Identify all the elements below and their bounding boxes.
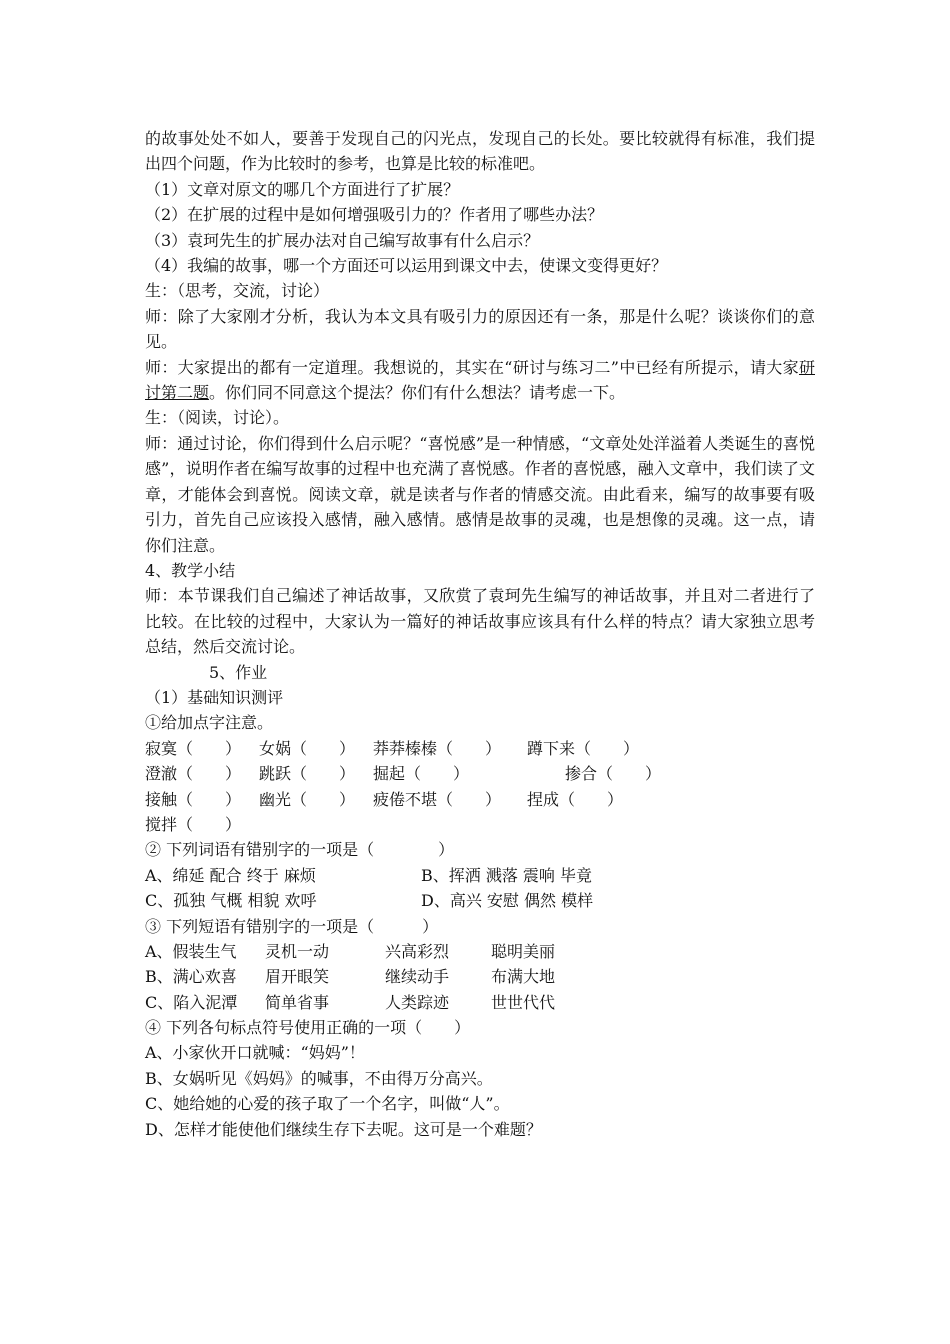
option-text: B、女娲听见《妈妈》的喊事，不由得万分高兴。 [145,1068,493,1088]
option-text: A、小家伙开口就喊：“妈妈”！ [145,1043,365,1063]
exercise-2-row-1 [145,863,815,888]
teacher-line-1: 师：除了大家刚才分析，我认为本文具有吸引力的原因还有一条，那是什么呢？谈谈你们的意见。 [145,306,815,352]
exercise-3-title: ③ 下列短语有错别字的一项是（ ） [145,916,439,936]
pinyin-item: 捏成（ ） [527,789,624,809]
question-1: （1）文章对原文的哪几个方面进行了扩展？ [145,179,460,199]
teacher-line-4: 师：本节课我们自己编述了神话故事，又欣赏了袁珂先生编写的神话故事，并且对二者进行了比较。在比较的过程中，大家认为一篇好的神话故事应该具有什么样的特点？请大家独立思考总结，然后交流讨论。 [145,586,815,657]
teacher-line-2-a: 师：大家提出的都有一定道理。我想说的，其实在“研讨与练习二”中已经有所提示，请大家 [145,357,799,377]
document-body [145,126,815,1142]
question-2: （2）在扩展的过程中是如何增强吸引力的？作者用了哪些办法？ [145,205,604,225]
pinyin-item: 寂寞（ ） [145,738,242,758]
option-text: 世世代代 [491,992,556,1012]
pinyin-item: 女娲（ ） [259,738,356,758]
exercise-2-title: ② 下列词语有错别字的一项是（ ） [145,840,455,860]
option-text: 聪明美丽 [491,941,556,961]
teacher-line-2 [145,355,815,406]
homework-heading: （1）基础知识测评 [145,687,284,707]
option-text: 灵机一动 [265,941,330,961]
pinyin-item: 蹲下来（ ） [527,738,640,758]
option-text: D、怎样才能使他们继续生存下去呢。这可是一个难题？ [145,1119,542,1139]
question-4: （4）我编的故事，哪一个方面还可以运用到课文中去，使课文变得更好？ [145,256,668,276]
option-text: A、假装生气 [145,941,237,961]
option-text: A、绵延 配合 终于 麻烦 [145,865,316,885]
paragraph-intro: 的故事处处不如人，要善于发现自己的闪光点，发现自己的长处。要比较就得有标准，我们提出四个问题，作为比较时的参考，也算是比较的标准吧。 [145,129,815,174]
exercise-3-row-2 [145,964,815,989]
pinyin-item: 搅拌（ ） [145,814,242,834]
exercise-2-row-2 [145,888,815,913]
option-text: 简单省事 [265,992,330,1012]
option-text: C、她给她的心爱的孩子取了一个名字，叫做“人”。 [145,1094,510,1114]
pinyin-row-2 [145,761,815,786]
pinyin-item: 掺合（ ） [565,764,662,784]
pinyin-item: 跳跃（ ） [259,764,356,784]
option-text: B、满心欢喜 [145,967,237,987]
student-line-2: 生：（阅读，讨论）。 [145,408,290,428]
option-text: 人类踪迹 [385,992,450,1012]
option-text: 继续动手 [385,967,450,987]
section-heading-4: 4、教学小结 [145,560,236,580]
option-text: D、高兴 安慰 偶然 模样 [421,891,594,911]
section-heading-5: 5、作业 [209,662,268,682]
pinyin-item: 莽莽榛榛（ ） [373,738,502,758]
exercise-1-title: ①给加点字注意。 [145,713,274,733]
underlined-text: 研讨第二题 [145,357,815,403]
pinyin-item: 掘起（ ） [373,764,470,784]
pinyin-item: 幽光（ ） [259,789,356,809]
option-text: 兴高彩烈 [385,941,450,961]
option-text: 眉开眼笑 [265,967,330,987]
pinyin-row-1 [145,736,815,761]
option-text: 布满大地 [491,967,556,987]
exercise-3-row-3 [145,990,815,1015]
option-text: B、挥洒 溅落 震响 毕竟 [421,865,593,885]
pinyin-item: 疲倦不堪（ ） [373,789,502,809]
option-text: C、陷入泥潭 [145,992,238,1012]
pinyin-item: 澄澈（ ） [145,764,242,784]
student-line-1: 生：（思考，交流，讨论） [145,281,330,301]
teacher-line-2-b: 。你们同不同意这个提法？你们有什么想法？请考虑一下。 [209,383,626,403]
question-3: （3）袁珂先生的扩展办法对自己编写故事有什么启示？ [145,230,540,250]
pinyin-row-3 [145,787,815,812]
exercise-4-title: ④ 下列各句标点符号使用正确的一项（ ） [145,1018,471,1038]
pinyin-item: 接触（ ） [145,789,242,809]
teacher-line-3: 师：通过讨论，你们得到什么启示呢？“喜悦感”是一种情感，“文章处处洋溢着人类诞生的喜悦感”，说明作者在编写故事的过程中也充满了喜悦感。作者的喜悦感，融入文章中，我们读了文章，才能体会到喜悦。阅读文章，就是读者与作者的情感交流。由此看来，编写的故事要有吸引力，首先自己应该投入感情，融入感情。感情是故事的灵魂，也是想像的灵魂。这一点，请你们注意。 [145,433,815,555]
pinyin-row-4 [145,812,815,837]
exercise-3-row-1 [145,939,815,964]
option-text: C、孤独 气概 相貌 欢呼 [145,891,317,911]
